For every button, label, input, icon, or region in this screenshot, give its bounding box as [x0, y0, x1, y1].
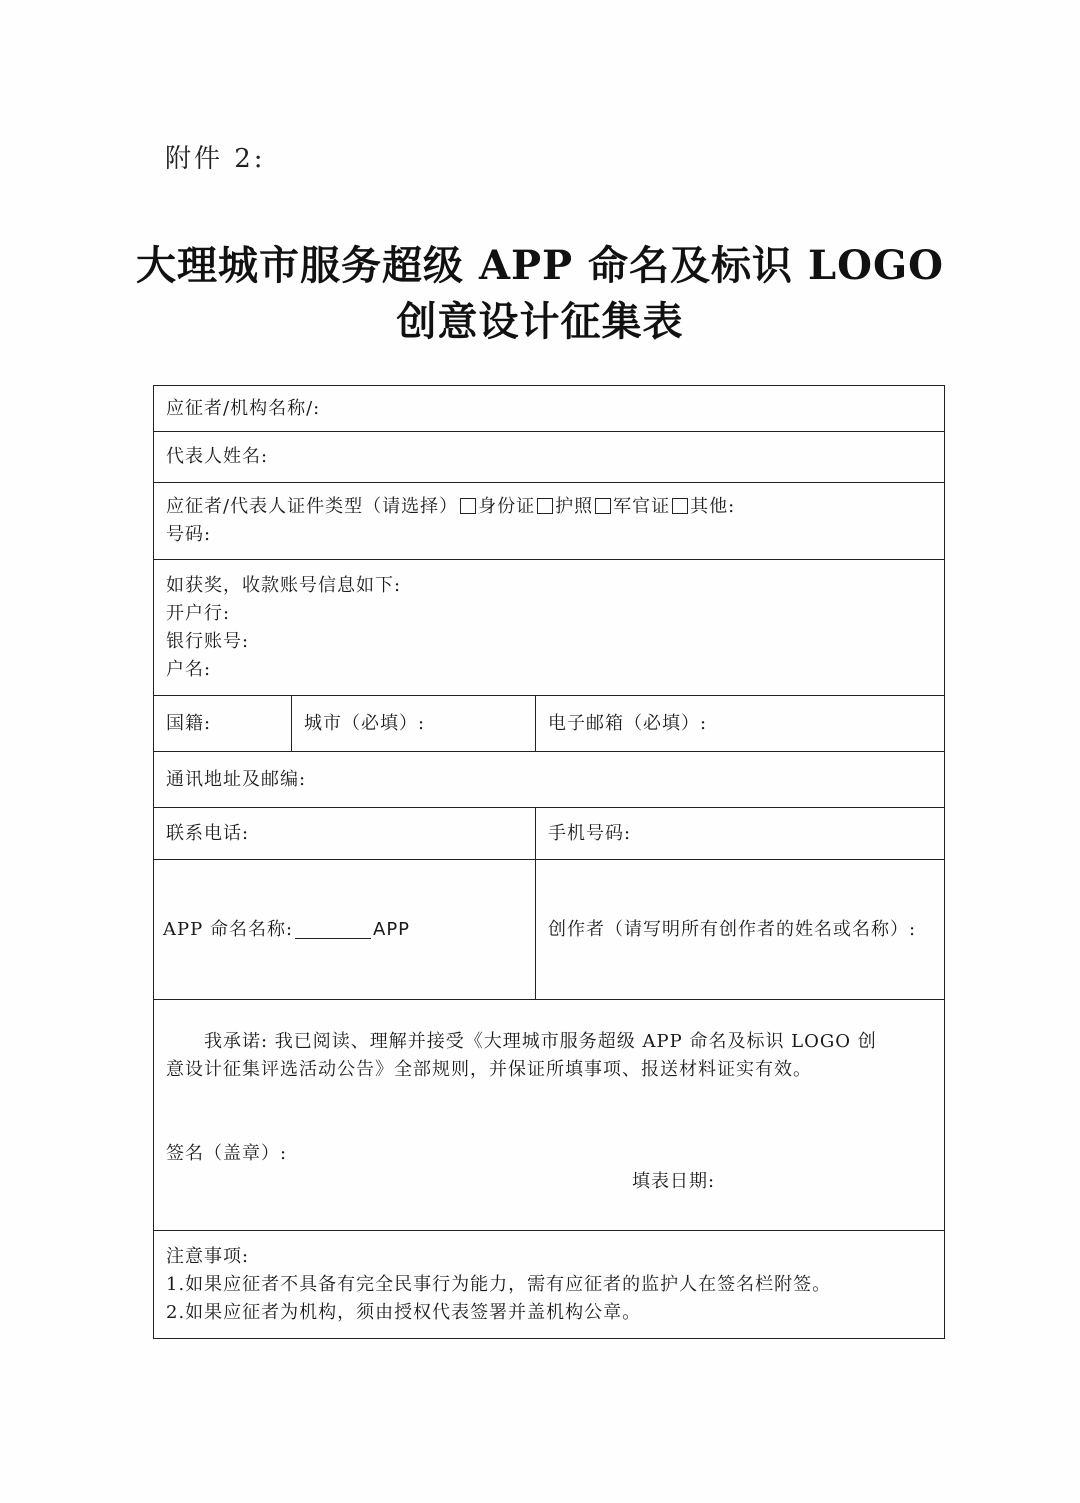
id-number-label[interactable]: 号码: [166, 524, 212, 545]
pledge-text-line2: 意设计征集评选活动公告》全部规则，并保证所填事项、报送材料证实有效。 [166, 1059, 812, 1080]
checkbox-other[interactable] [672, 498, 688, 514]
row-pledge-signature [154, 1000, 945, 1231]
row-app-name [154, 860, 945, 1000]
note-item-1: 1.如果应征者不具备有完全民事行为能力，需有应征者的监护人在签名栏附签。 [166, 1273, 832, 1295]
option-passport: 护照 [555, 496, 594, 517]
city-label: 城市（必填）: [304, 712, 426, 734]
form-title-line2: 创意设计征集表 [396, 298, 684, 345]
row-nationality-city-email [154, 696, 945, 752]
app-name-suffix: APP [373, 918, 411, 940]
row-applicant-name [154, 386, 945, 432]
creators-label: 创作者（请写明所有创作者的姓名或名称）: [548, 918, 917, 940]
mobile-label: 手机号码: [548, 822, 632, 844]
row-bank-info [154, 560, 945, 696]
id-type-label: 应征者/代表人证件类型（请选择） [166, 496, 459, 517]
row-notes [154, 1231, 945, 1339]
application-form-table [153, 385, 945, 1339]
applicant-name-label: 应征者/机构名称/: [166, 397, 321, 419]
mobile-field[interactable] [536, 808, 945, 860]
app-name-field[interactable] [154, 860, 536, 1000]
nationality-field[interactable] [154, 696, 292, 752]
bank-name-label[interactable]: 开户行: [166, 602, 231, 624]
email-label: 电子邮箱（必填）: [548, 712, 708, 734]
notes-title: 注意事项: [166, 1245, 250, 1267]
representative-name-label: 代表人姓名: [166, 446, 269, 467]
row-address [154, 752, 945, 808]
nationality-label: 国籍: [166, 712, 212, 734]
attachment-label: 附件 2: [165, 144, 266, 174]
checkbox-passport[interactable] [537, 498, 553, 514]
app-name-label: APP 命名名称: [163, 918, 294, 940]
pledge-field [154, 1000, 945, 1231]
city-field[interactable] [292, 696, 536, 752]
option-officer-id: 军官证 [613, 496, 671, 517]
email-field[interactable] [536, 696, 945, 752]
phone-label: 联系电话: [166, 822, 250, 844]
bank-info-field [154, 560, 945, 696]
applicant-name-field[interactable] [154, 386, 945, 432]
bank-account-label[interactable]: 银行账号: [166, 630, 250, 652]
pledge-text-line1: 我承诺: 我已阅读、理解并接受《大理城市服务超级 APP 命名及标识 LOGO 创 [204, 1031, 877, 1052]
representative-name-field[interactable] [154, 432, 945, 483]
app-name-blank[interactable] [295, 918, 371, 939]
address-field[interactable] [154, 752, 945, 808]
checkbox-id-card[interactable] [460, 498, 476, 514]
address-label: 通讯地址及邮编: [166, 768, 307, 790]
checkbox-officer-id[interactable] [595, 498, 611, 514]
account-holder-label[interactable]: 户名: [166, 658, 212, 680]
option-id-card: 身份证 [478, 496, 536, 517]
option-other: 其他: [690, 496, 736, 517]
phone-field[interactable] [154, 808, 536, 860]
creators-field[interactable] [536, 860, 945, 1000]
fill-date-label[interactable]: 填表日期: [632, 1171, 716, 1192]
row-id-type [154, 483, 945, 560]
signature-label[interactable]: 签名（盖章）: [166, 1143, 288, 1164]
id-type-field [154, 483, 945, 560]
row-phone [154, 808, 945, 860]
row-representative-name [154, 432, 945, 483]
bank-info-intro: 如获奖，收款账号信息如下: [166, 574, 402, 596]
note-item-2: 2.如果应征者为机构，须由授权代表签署并盖机构公章。 [166, 1301, 642, 1323]
notes-field [154, 1231, 945, 1339]
form-title-line1: 大理城市服务超级 APP 命名及标识 LOGO [136, 242, 944, 289]
